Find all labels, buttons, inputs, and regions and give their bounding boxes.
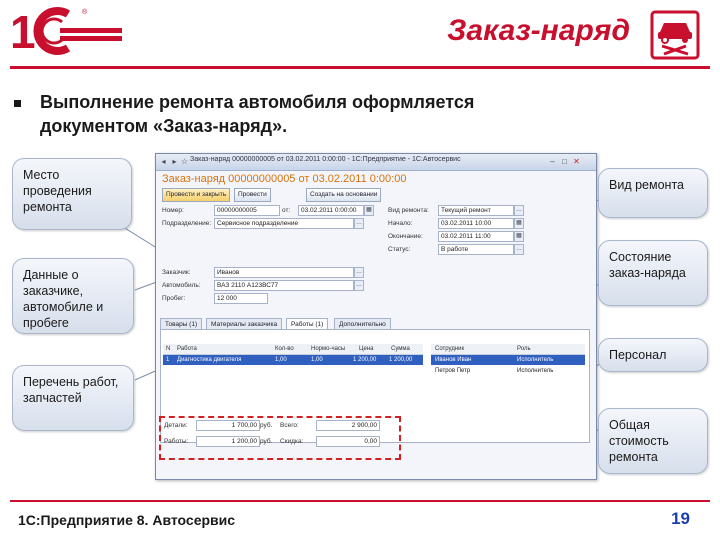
staff-role: Исполнитель [517,368,554,374]
maximize-icon[interactable]: □ [562,157,567,166]
row-price: 1 200,00 [353,357,377,363]
parts-total-label: Детали: [164,422,188,429]
svg-text:1: 1 [10,6,36,56]
close-icon[interactable]: ✕ [573,157,580,166]
document-title: Заказ-наряд 00000000005 от 03.02.2011 0:00:00 [162,173,407,185]
back-icon[interactable]: ◂ [161,157,166,166]
tab-customer-materials[interactable]: Материалы заказчика [206,318,282,330]
row-hours: 1,00 [311,357,323,363]
tab-additional[interactable]: Дополнительно [334,318,391,330]
page-number: 19 [671,509,690,528]
customer-select-icon[interactable]: … [354,267,364,278]
grand-total-label: Всего: [280,422,299,429]
slide-title: Заказ-наряд [447,14,630,47]
grid-header-price: Цена [359,346,374,352]
header-divider [10,66,710,69]
callout-staff: Персонал [598,338,708,372]
row-qty: 1,00 [275,357,287,363]
org-label: Подразделение: [162,220,212,227]
1c-logo [10,6,130,56]
repair-type-label: Вид ремонта: [388,207,429,214]
start-field[interactable]: 03.02.2011 10:00 [438,218,514,229]
callout-works: Перечень работ, запчастей [12,365,134,431]
currency-label: руб. [260,422,273,429]
forward-icon[interactable]: ▸ [172,157,177,166]
start-label: Начало: [388,220,413,227]
staff-role: Исполнитель [517,357,554,363]
grid-header-qty: Кол-во [275,346,294,352]
row-work: Диагностика двигателя [177,357,242,363]
callout-total-cost: Общая стоимость ремонта [598,408,708,474]
list-item[interactable] [431,366,585,376]
staff-header-employee: Сотрудник [435,346,465,352]
staff-name: Иванов Иван [435,357,472,363]
works-total-label: Работы: [164,438,189,445]
intro-text: Выполнение ремонта автомобиля оформляется документом «Заказ-наряд». [40,92,475,136]
car-label: Автомобиль: [162,282,201,289]
number-label: Номер: [162,207,184,214]
list-item[interactable] [431,355,585,365]
grid-header-hours: Нормо-часы [311,346,346,352]
star-icon[interactable]: ☆ [180,157,189,166]
grid-header-n: N [166,346,171,352]
currency-label: руб. [260,438,273,445]
grand-total-field: 2 900,00 [316,420,380,431]
date-field[interactable]: 03.02.2011 0:00:00 [298,205,364,216]
calendar-icon[interactable]: ▦ [364,205,374,216]
grid-header-sum: Сумма [391,346,410,352]
org-select-icon[interactable]: … [354,218,364,229]
callout-customer: Данные о заказчике, автомобиле и пробеге [12,258,134,334]
post-and-close-button[interactable]: Провести и закрыть [162,188,230,202]
status-field[interactable]: В работе [438,244,514,255]
from-label: от: [282,207,291,214]
discount-field: 0,00 [316,436,380,447]
mileage-field[interactable]: 12 000 [214,293,268,304]
staff-name: Петров Петр [435,368,471,374]
footer-divider [10,500,710,502]
customer-field[interactable]: Иванов [214,267,354,278]
status-label: Статус: [388,246,411,253]
staff-header-role: Роль [517,346,531,352]
bullet-marker [14,100,21,107]
mileage-label: Пробег: [162,295,186,302]
staff-grid-header [431,344,585,355]
create-basis-button[interactable]: Создать на основании [306,188,381,202]
discount-label: Скидка: [280,438,304,445]
start-calendar-icon[interactable]: ▦ [514,218,524,229]
works-grid-header [163,344,423,355]
status-dropdown-icon[interactable]: … [514,244,524,255]
end-field[interactable]: 03.02.2011 11:00 [438,231,514,242]
svg-text:®: ® [82,9,88,16]
callout-repair-type: Вид ремонта [598,168,708,218]
parts-total-field: 1 700,00 [196,420,260,431]
end-calendar-icon[interactable]: ▦ [514,231,524,242]
tab-works[interactable]: Работы (1) [286,318,328,330]
car-repair-icon [650,10,700,60]
end-label: Окончание: [388,233,423,240]
callout-state: Состояние заказ-наряда [598,240,708,306]
org-field[interactable]: Сервисное подразделение [214,218,354,229]
window-title: Заказ-наряд 00000000005 от 03.02.2011 0:00:00 - 1С:Предприятие - 1С:Автосервис [190,156,461,163]
table-row[interactable] [163,355,423,365]
number-field[interactable]: 00000000005 [214,205,280,216]
post-button[interactable]: Провести [234,188,271,202]
row-sum: 1 200,00 [389,357,413,363]
car-field[interactable]: ВАЗ 2110 А123ВС77 [214,280,354,291]
footer-product: 1С:Предприятие 8. Автосервис [18,512,236,528]
row-n: 1 [166,357,170,363]
window-titlebar [156,154,596,171]
works-total-field: 1 200,00 [196,436,260,447]
tab-goods[interactable]: Товары (1) [160,318,202,330]
repair-type-dropdown-icon[interactable]: … [514,205,524,216]
callout-place: Место проведения ремонта [12,158,132,230]
customer-label: Заказчик: [162,269,191,276]
order-window [155,153,597,480]
minimize-icon[interactable]: – [550,157,555,166]
repair-type-field[interactable]: Текущий ремонт [438,205,514,216]
grid-header-work: Работа [177,346,197,352]
car-select-icon[interactable]: … [354,280,364,291]
